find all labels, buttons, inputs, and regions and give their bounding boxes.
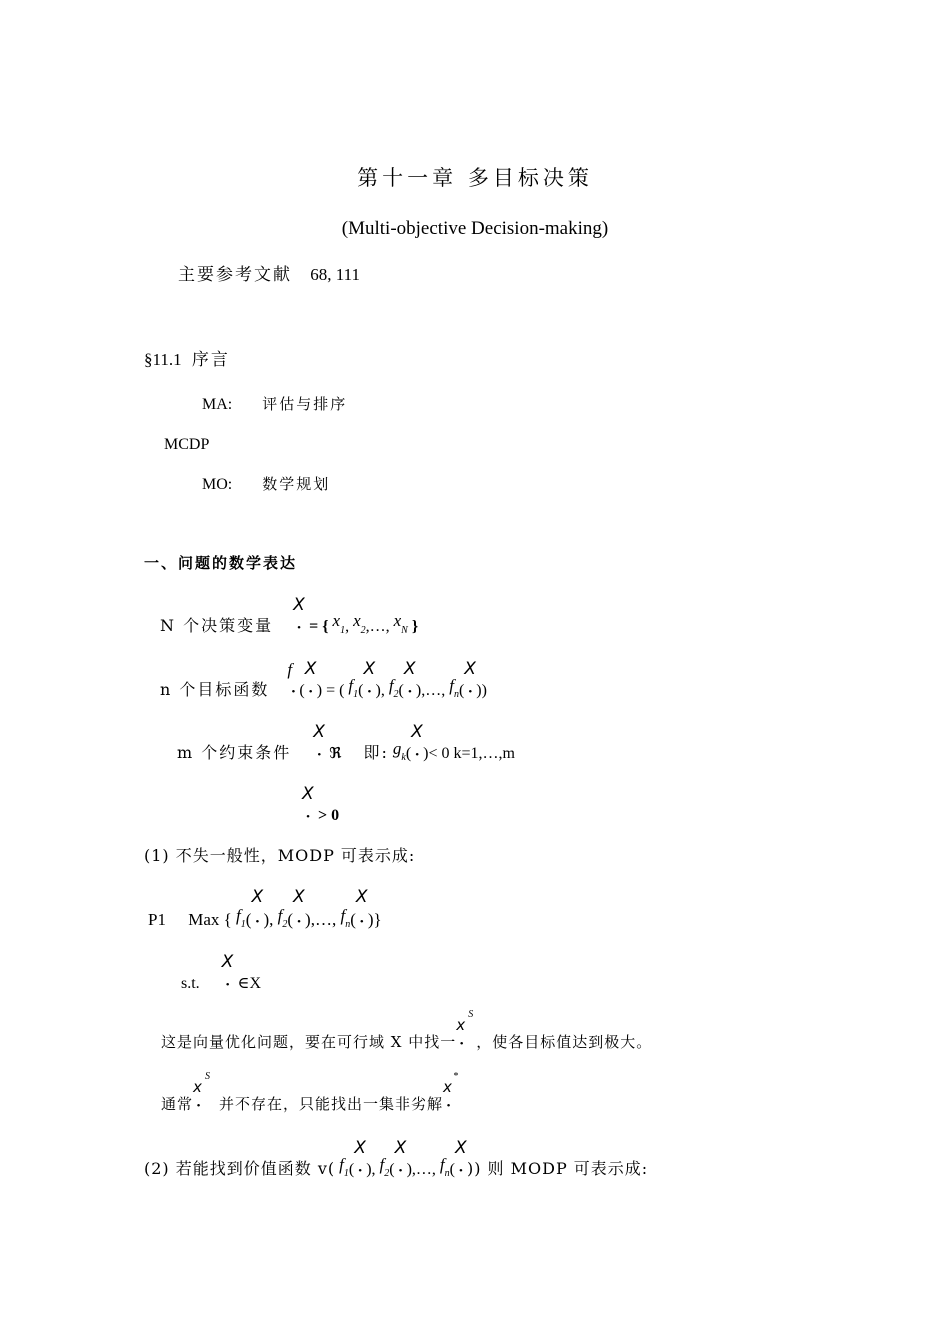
vector-x: X • xyxy=(293,595,305,634)
mcdp-label: MCDP xyxy=(164,436,210,453)
noninferior-solutions-paragraph: 通常 x S • 并不存在，只能找出一集非劣解 x * • xyxy=(161,1071,460,1113)
item-1-text: (1) 不失一般性，MODP 可表示成: xyxy=(144,846,416,865)
vector-f: f • xyxy=(287,660,296,698)
decision-variables-line: N 个决策变量 X • = { x1, x2,…, xN } xyxy=(160,595,419,636)
page-subtitle: (Multi-objective Decision-making) xyxy=(341,218,609,239)
mo-desc: 数学规划 xyxy=(262,475,331,493)
real-space-symbol: ℜ xyxy=(329,744,342,762)
objective-functions-label: n 个目标函数 xyxy=(160,680,270,699)
vector-optimization-paragraph: 这是向量优化问题，要在可行域 X 中找一 x S • ，使各目标值达到极大。 xyxy=(161,1009,653,1051)
item-2-line: (2) 若能找到价值函数 v( f1( X • ), f2( X • ),…, fn( X • )) 则 MODP 可表示成: xyxy=(144,1138,649,1179)
section-number: §11.1 xyxy=(144,350,182,369)
decision-variables-label: N 个决策变量 xyxy=(160,616,274,635)
nonnegativity-line: X • > 0 xyxy=(302,784,340,824)
ma-line xyxy=(202,397,347,413)
section-title: 序言 xyxy=(191,350,230,370)
ma-label: MA: xyxy=(202,396,233,413)
subject-to-line: s.t. X • ∈X xyxy=(181,952,262,992)
max-label: Max { xyxy=(188,910,232,929)
page-title: 第十一章 多目标决策 xyxy=(357,166,593,190)
mo-label: MO: xyxy=(202,476,233,493)
references-line xyxy=(178,266,360,284)
ie-label: 即: xyxy=(363,743,389,762)
p1-line: P1 Max { f1( X • ), f2( X • ),…, fn( X • )} xyxy=(148,887,382,930)
mo-line xyxy=(202,477,330,493)
heading-problem-formulation: 一、问题的数学表达 xyxy=(144,554,298,572)
constraints-label: m 个约束条件 xyxy=(177,743,292,762)
equals-brace: = { xyxy=(309,618,329,635)
constraints-line: m 个约束条件 X • ℜ 即: gk( X • )< 0 k=1,…,m xyxy=(177,722,515,763)
references-label: 主要参考文献 xyxy=(178,265,292,285)
p1-label: P1 xyxy=(148,910,166,929)
objective-functions-line: n 个目标函数 f • ( X • ) = ( f1( X • ), f2( X • ),…, fn( X • )) xyxy=(160,659,487,700)
section-heading xyxy=(144,351,230,369)
subject-to-label: s.t. xyxy=(181,975,200,992)
references-value: 68, 111 xyxy=(310,265,360,284)
ma-desc: 评估与排序 xyxy=(262,395,348,413)
